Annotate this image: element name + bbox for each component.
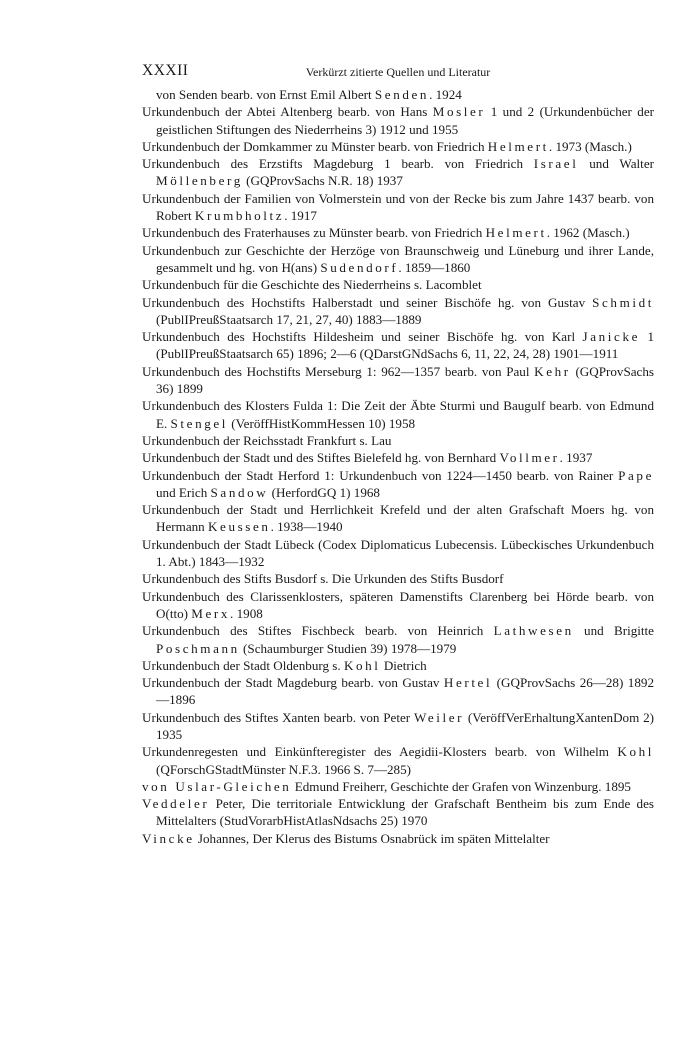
entry-text: (GQProvSachs 36) 1899 [156, 363, 654, 397]
entry-text: Urkundenbuch des Hochstifts Hildesheim und seiner Bischöfe hg. von Karl [142, 329, 583, 345]
entry-text: Urkundenbuch der Stadt Herford 1: Urkundenbuch von 1224—1450 bearb. von Rainer [142, 467, 619, 483]
bibliography-entry [142, 536, 654, 571]
author-name-spaced: Stengel [170, 415, 229, 431]
bibliography-entry [142, 363, 654, 398]
author-name-spaced: Schmidt [592, 294, 654, 310]
bibliography-entry [142, 467, 654, 502]
entry-text: (GQProvSachs 26—28) 1892—1896 [156, 675, 654, 708]
bibliography-entry [142, 276, 654, 293]
author-name-spaced: Mosler [432, 104, 486, 120]
entry-text: Urkundenbuch des Erzstifts Magdeburg 1 bearb. von Friedrich [142, 156, 534, 172]
entry-text: . 1973 (Masch.) [548, 138, 632, 154]
author-name-spaced: Poschmann [156, 640, 240, 656]
entry-text: Urkundenbuch für die Geschichte des Niederrheins s. Lacomblet [142, 277, 482, 293]
bibliography-entry [142, 795, 654, 830]
entry-text: und Walter [578, 156, 654, 172]
bibliography-entry [142, 449, 654, 466]
bibliography-entry [142, 432, 654, 449]
entry-text: Urkundenbuch des Stiftes Fischbeck bearb. von Heinrich [142, 623, 494, 639]
author-name-spaced: Sudendorf [320, 259, 399, 275]
entry-text: Urkundenbuch des Hochstifts Merseburg 1: 962—1357 bearb. von Paul [142, 363, 535, 379]
entry-text: Johannes, Der Klerus des Bistums Osnabrück im späten Mittelalter [194, 830, 550, 846]
bibliography-entry [142, 622, 654, 657]
entry-text: Urkundenbuch des Fraterhauses zu Münster bearb. von Friedrich [142, 225, 486, 241]
entry-text: Urkundenbuch des Stiftes Xanten bearb. von Peter [142, 709, 414, 725]
entry-text: Urkundenbuch der Stadt und des Stiftes Bielefeld hg. von Bernhard [142, 450, 500, 466]
entry-text: Urkundenbuch des Hochstifts Halberstadt und seiner Bischöfe hg. von Gustav [142, 294, 593, 310]
entry-text: . 1908 [230, 605, 263, 621]
entry-text: und Brigitte [573, 623, 654, 639]
author-name-spaced: Helmert [487, 138, 549, 154]
author-name-spaced: Weiler [413, 709, 465, 725]
author-name-spaced: Hertel [443, 675, 493, 691]
entry-text: (VeröffVerErhaltungXantenDom 2) 1935 [156, 709, 654, 742]
entry-text: Edmund Freiherr, Geschichte der Grafen von Winzenburg. 1895 [291, 778, 631, 794]
entry-text: Dietrich [380, 657, 427, 673]
bibliography-entry [142, 657, 654, 674]
bibliography-entry [142, 397, 654, 432]
entry-text: Urkundenbuch der Domkammer zu Münster bearb. von Friedrich [142, 138, 488, 154]
author-name-spaced: Merx [191, 605, 231, 621]
bibliography-entry [142, 224, 654, 241]
bibliography-entry [142, 242, 654, 277]
entry-text: . 1962 (Masch.) [546, 225, 630, 241]
entry-text: Urkundenbuch der Familien von Volmerstein und von der Recke bis zum Jahre 1437 bearb. von Robert [142, 190, 654, 224]
entry-text: (VeröffHistKommHessen 10) 1958 [228, 415, 416, 431]
bibliography-entry [142, 328, 654, 363]
bibliography-entry [142, 138, 654, 155]
entry-text: Urkundenregesten und Einkünfteregister des Aegidii-Klosters bearb. von Wilhelm [142, 744, 618, 760]
entry-text: Urkundenbuch zur Geschichte der Herzöge von Braunschweig und Lüneburg und ihrer Lande, gesammelt und hg. von H(ans) [142, 242, 654, 275]
entry-text: Peter, Die territoriale Entwicklung der Grafschaft Bentheim bis zum Ende des Mittelalters (StudVorarbHistAtlasNdsachs 25) 1970 [156, 796, 654, 829]
entry-text: . 1924 [429, 87, 462, 102]
entry-text: Urkundenbuch des Klosters Fulda 1: Die Zeit der Äbte Sturmi und Baugulf bearb. von Edmund E. [142, 398, 654, 431]
entry-text: Urkundenbuch des Clarissenklosters, späteren Damenstifts Clarenberg bei Hörde bearb. von O(tto) [142, 588, 654, 621]
entry-text: 1 (PublIPreußStaatsarch 65) 1896; 2—6 (QDarstGNdSachs 6, 11, 22, 24, 28) 1901—1911 [156, 329, 654, 362]
author-name-spaced: Keussen [208, 519, 271, 535]
entry-text: (Schaumburger Studien 39) 1978—1979 [239, 640, 457, 656]
page-number: XXXII [142, 62, 189, 79]
author-name-spaced: Janicke [582, 329, 641, 345]
entry-text: Urkundenbuch der Stadt Magdeburg bearb. von Gustav [142, 675, 444, 691]
author-name-spaced: Möllenberg [156, 173, 243, 189]
author-name-spaced: Senden [374, 87, 430, 102]
author-name-spaced: Lathwesen [493, 623, 574, 639]
bibliography-entry [142, 743, 654, 778]
bibliography-entry [142, 570, 654, 587]
running-title: Verkürzt zitierte Quellen und Literatur [305, 65, 491, 79]
bibliography-entry [142, 294, 654, 329]
author-name-spaced: Kehr [534, 363, 571, 379]
entry-text: von Senden bearb. von Ernst Emil Albert [156, 87, 375, 102]
author-name-spaced: Sandow [210, 484, 269, 500]
author-name-spaced: Israel [533, 156, 579, 172]
bibliography-entry [142, 830, 654, 847]
author-name-spaced: Veddeler [142, 796, 210, 812]
entry-text: Urkundenbuch der Stadt Oldenburg s. [142, 657, 344, 673]
entry-text: Urkundenbuch der Reichsstadt Frankfurt s. Lau [142, 432, 392, 448]
entry-text: und Erich [156, 484, 211, 500]
entry-text: . 1917 [284, 208, 317, 224]
bibliography-entry [142, 674, 654, 709]
page-header [142, 62, 654, 84]
bibliography-entry [142, 103, 654, 138]
author-name-spaced: Pape [618, 467, 654, 483]
entry-text: Urkundenbuch der Abtei Altenberg bearb. von Hans [142, 104, 433, 120]
entry-text: (QForschGStadtMünster N.F.3. 1966 S. 7—285) [156, 761, 412, 777]
entry-text: Urkundenbuch der Stadt und Herrlichkeit Krefeld und der alten Grafschaft Moers hg. von Hermann [142, 502, 654, 535]
bibliography-entry [142, 588, 654, 623]
document-page [142, 62, 654, 847]
entry-text: . 1859—1860 [398, 259, 471, 275]
bibliography-entry [142, 155, 654, 190]
author-name-spaced: von Uslar-Gleichen [142, 778, 292, 794]
bibliography-entry [142, 778, 654, 795]
author-name-spaced: Kohl [617, 744, 654, 760]
entry-text: Urkundenbuch der Stadt Lübeck (Codex Diplomaticus Lubecensis. Lübeckisches Urkundenbuch 1. Abt.) 1843—1932 [142, 536, 654, 570]
entry-text: . 1938—1940 [270, 519, 343, 535]
author-name-spaced: Vincke [142, 830, 195, 846]
author-name-spaced: Helmert [485, 225, 547, 241]
bibliography-entry [142, 501, 654, 536]
entry-text: 1 und 2 (Urkundenbücher der geistlichen Stiftungen des Niederrheins 3) 1912 und 1955 [156, 104, 654, 137]
entry-text: (GQProvSachs N.R. 18) 1937 [242, 173, 403, 189]
bibliography-entry [142, 86, 654, 103]
author-name-spaced: Kohl [343, 657, 381, 673]
entry-text: (PublIPreußStaatsarch 17, 21, 27, 40) 1883—1889 [156, 311, 422, 327]
entry-text: Urkundenbuch des Stifts Busdorf s. Die Urkunden des Stifts Busdorf [142, 571, 504, 587]
author-name-spaced: Krumbholtz [194, 208, 285, 224]
bibliography-list [142, 86, 654, 847]
bibliography-entry [142, 709, 654, 744]
author-name-spaced: Vollmer [499, 450, 560, 466]
entry-text: . 1937 [559, 450, 593, 466]
bibliography-entry [142, 190, 654, 225]
entry-text: (HerfordGQ 1) 1968 [268, 484, 380, 500]
